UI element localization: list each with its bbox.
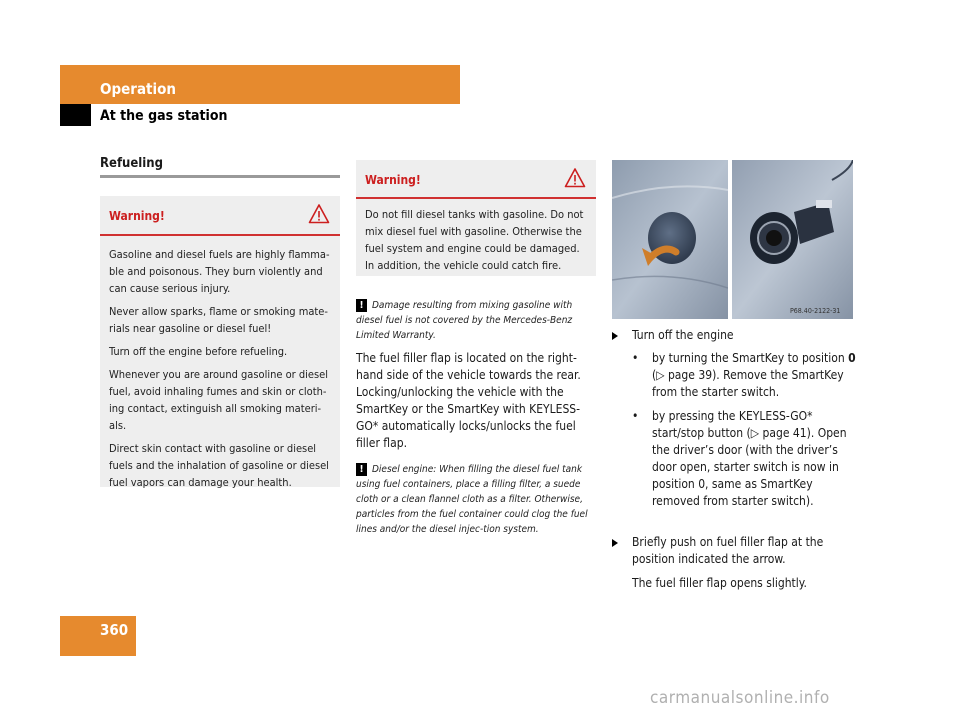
warning-title: Warning!: [365, 173, 421, 187]
diesel-note-text: Diesel engine: When filling the diesel fuel tank using fuel containers, place a filling filter, a suede cloth or a clean flannel cloth as a filter. Otherwise, particles from the fuel container could clog the fuel lines and/or the diesel injec-tion system.: [356, 464, 588, 535]
warning-box-fuels: [100, 196, 340, 487]
exclamation-icon: !: [356, 299, 367, 312]
step-arrow-icon: [612, 539, 618, 547]
warning-box-diesel: [356, 160, 596, 276]
photo-reference-code: P68.40-2122-31: [790, 307, 841, 315]
bullet-icon: •: [632, 409, 639, 423]
fuel-flap-open-image: [732, 160, 853, 319]
filler-flap-paragraph: The fuel filler flap is located on the right-hand side of the vehicle towards the rear. Locking/unlocking the vehicle with the SmartKey or the SmartKey with KEYLESS-GO* automatically locks/unlocks the fuel filler flap.: [356, 351, 581, 450]
warning-header: [100, 196, 340, 236]
warning-triangle-icon: [564, 167, 586, 189]
sub-step-text: by pressing the KEYLESS-GO* start/stop button (▷ page 41). Open the driver’s door (with the driver’s door open, starter switch is now in position 0, same as SmartKey removed from starter switch).: [652, 409, 847, 508]
step-turn-off-engine: [612, 327, 857, 344]
header-marker: [60, 104, 91, 126]
sub-step-smartkey: [612, 350, 857, 401]
damage-note-text: Damage resulting from mixing gasoline with diesel fuel is not covered by the Mercedes-Benz Limited Warranty.: [356, 300, 573, 341]
watermark: carmanualsonline.info: [650, 688, 830, 708]
warning-body: [356, 199, 596, 284]
heading-rule: [100, 175, 340, 178]
step-text: Briefly push on fuel filler flap at the position indicated the arrow.: [632, 535, 824, 566]
damage-note: [356, 298, 596, 343]
fuel-flap-closed-photo: [612, 160, 728, 319]
warning-text: Do not fill diesel tanks with gasoline. Do not mix diesel fuel with gasoline. Otherwise the fuel system and engine could be damaged. In addition, the vehicle could catch fire.: [365, 208, 584, 272]
fuel-flap-closed-image: [612, 160, 728, 319]
warning-paragraph: Whenever you are around gasoline or diesel fuel, avoid inhaling fumes and skin or cloth-ing contact, extinguish all smoking materi-als.: [109, 368, 328, 432]
position-value: 0: [848, 351, 856, 365]
warning-header: [356, 160, 596, 199]
result-text: The fuel filler flap opens slightly.: [632, 576, 807, 590]
refueling-heading: Refueling: [100, 156, 164, 171]
page-number: 360: [100, 621, 129, 639]
warning-paragraph: Gasoline and diesel fuels are highly flamma-ble and poisonous. They burn violently and can cause serious injury.: [109, 248, 330, 295]
warning-paragraph: Direct skin contact with gasoline or diesel fuels and the inhalation of gasoline or diesel fuel vapors can damage your health.: [109, 442, 329, 489]
warning-title: Warning!: [109, 209, 165, 223]
bullet-icon: •: [632, 351, 639, 365]
sub-step-text-a: by turning the SmartKey to position: [652, 351, 849, 365]
step-arrow-icon: [612, 332, 618, 340]
step-result: [612, 575, 857, 592]
warning-triangle-icon: [308, 203, 330, 225]
warning-paragraph: Never allow sparks, flame or smoking mate-rials near gasoline or diesel fuel!: [109, 305, 328, 335]
warning-body: [100, 236, 340, 501]
diesel-note: [356, 462, 596, 537]
step-push-flap: [612, 534, 857, 568]
subsection-title: At the gas station: [100, 108, 228, 124]
exclamation-icon: !: [356, 463, 367, 476]
step-text: Turn off the engine: [632, 328, 734, 342]
sub-step-keyless-go: [612, 408, 857, 510]
fuel-flap-open-photo: [732, 160, 853, 319]
warning-paragraph: Turn off the engine before refueling.: [109, 345, 288, 358]
sub-step-text: [612, 350, 857, 401]
section-title: Operation: [100, 80, 177, 98]
sub-step-text-b: (▷ page 39). Remove the SmartKey from the starter switch.: [652, 368, 844, 399]
